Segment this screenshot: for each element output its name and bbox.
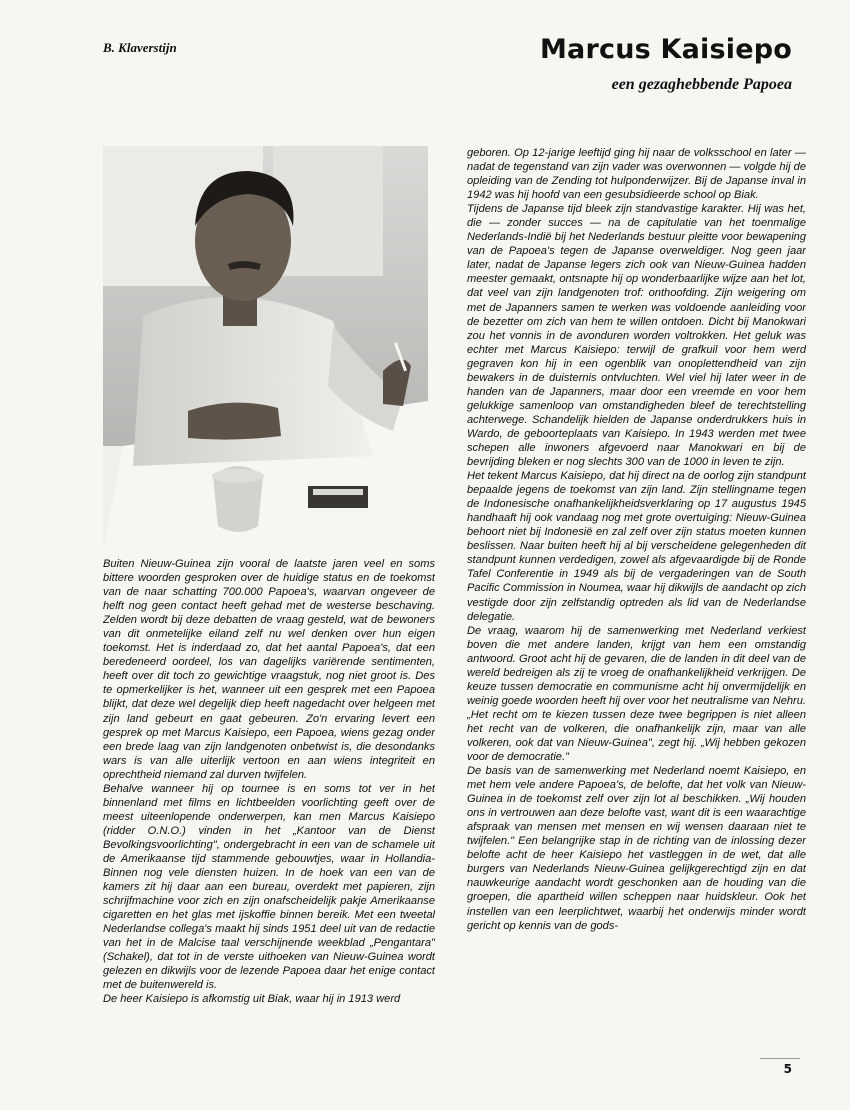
paragraph: Buiten Nieuw-Guinea zijn vooral de laatste jaren veel en soms bittere woorden gesproken over de huidige status en de toekomst van de naar schatting 700.000 Papoea's, waarvan ongeveer de helft nog geen contact heeft gehad met de westerse beschaving. Zelden wordt bij deze debatten de vraag gesteld, wat de bewoners van dit onmetelijke eiland zelf nu wel denken over hun eigen toekomst. Het is inderdaad zo, dat het aantal Papoea's, dat een beredeneerd oordeel, los van dagelijks variërende sentimenten, heeft over dit toch zo gewichtige vraagstuk, nog niet groot is. Des te opmerkelijker is het, wanneer uit een gesprek met een Papoea blijkt, dat deze wel degelijk diep heeft nagedacht over helgeen met zijn land gebeurt en gaat gebeuren. Zo'n ervaring levert een gesprek op met Marcus Kaisiepo, een Papoea, wiens gezag onder een brede laag van zijn landgenoten onbetwist is, die desondanks wars is van alle uiterlijk vertoon en aan wiens integriteit en oprechtheid niemand zal durven twijfelen. <box>103 558 435 781</box>
author-byline: B. Klaverstijn <box>103 40 177 55</box>
page-number: 5 <box>783 1062 792 1076</box>
article-title: Marcus Kaisiepo <box>539 34 792 65</box>
paragraph: Behalve wanneer hij op tournee is en soms tot ver in het binnenland met films en lichtbeelden voorlichting geeft over de meest uiteenlopende onderwerpen, kan men Marcus Kaisiepo (ridder O.N.O.) vinden in het „Kantoor van de Dienst Bevolkingsvoorlichting", ondergebracht in een van de schamele uit de Amerikaanse tijd stammende gebouwtjes, waar in Hollandia-Binnen nog vele diensten huizen. In de hoek van een van de kamers zit hij daar aan een bureau, overdekt met papieren, zijn schrijfmachine voor zich en zijn onafscheidelijk pakje Amerikaanse cigaretten en het glas met ijskoffie binnen bereik. Met een tweetal Nederlandse collega's maakt hij sinds 1951 deel uit van de redactie van het in de Malcise taal verschijnende weekblad „Pengantara" (Schakel), dat tot in de verste uithoeken van Nieuw-Guinea wordt gelezen en dikwijls voor de lezende Papoea daar het enige contact met de buitenwereld is. <box>103 782 435 992</box>
article-subtitle: een gezaghebbende Papoea <box>611 76 792 93</box>
page-rule <box>760 1058 800 1059</box>
portrait-photo <box>103 146 428 551</box>
article-column-right <box>467 146 806 1076</box>
paragraph: De heer Kaisiepo is afkomstig uit Biak, waar hij in 1913 werd <box>103 993 401 1006</box>
paragraph: De basis van de samenwerking met Nederland noemt Kaisiepo, en met hem vele andere Papoea's, de belofte, dat het volk van Nieuw-Guinea in de toekomst zelf over zijn lot al beschikken. „Wij houden ons in vertrouwen aan deze belofte vast, want dit is een waarachtige afspraak van mensen met mensen en wij wensen daaraan niet te twijfelen." Een belangrijke stap in de richting van de inlossing dezer belofte acht de heer Kaisiepo het vastleggen in de wet, dat alle burgers van Nederlands Nieuw-Guinea gelijkgerechtigd zijn en dat nauwkeurige aandacht wordt geschonken aan de houding van die groepen, die apartheid willen scheppen naar huidskleur. Ook het instellen van een leerplichtwet, waarbij het onderwijs minder wordt gericht op kennis van de gods- <box>467 765 806 932</box>
article-column-left <box>103 557 435 1077</box>
paragraph: De vraag, waarom hij de samenwerking met Nederland verkiest boven die met andere landen, krijgt van hem een omstandig antwoord. Groot acht hij de gevaren, die de landen in dit deel van de wereld bedreigen als zij te vroeg de onafhankelijkheid verkrijgen. De keuze tussen democratie en communisme acht hij onvermijdelijk en weinig goede woorden heeft hij over voor het neutralisme van Nehru. „Het recht om te kiezen tussen deze twee begrippen is niet alleen het recht van de volkeren, die onafhankelijk zijn, maar van alle volkeren, ook dat van Nieuw-Guinea", zegt hij. „Wij hebben gekozen voor de democratie." <box>467 624 806 764</box>
paragraph: geboren. Op 12-jarige leeftijd ging hij naar de volksschool en later — nadat de tegenstand van zijn vader was overwonnen — volgde hij de opleiding van de Zending tot hulponderwijzer. Bij de Japanse inval in 1942 was hij hoofd van een gesubsidieerde school op Biak. <box>467 147 806 202</box>
paragraph: Het tekent Marcus Kaisiepo, dat hij direct na de oorlog zijn standpunt bepaalde jegens de toekomst van zijn land. Zijn stellingname tegen de Indonesische onafhankelijkheidsverklaring op 17 augustus 1945 handhaaft hij ook vandaag nog met grote overtuiging: Nieuw-Guinea behoort niet bij Indonesië en zal zelf over zijn status moeten kunnen beslissen. Naar buiten heeft hij al bij verscheidene gelegenheden dit standpunt kunnen verdedigen, zowel als afgevaardigde bij de Ronde Tafel Conferentie in 1949 als bij de vergaderingen van de South Pacific Commission in Noumea, waar hij dikwijls de aandacht op zich vestigde door zijn zelfstandig optreden als lid van de Nederlandse delegatie. <box>467 470 806 623</box>
paragraph: Tijdens de Japanse tijd bleek zijn standvastige karakter. Hij was het, die — zonder succes — na de capitulatie van het toenmalige Nederlands-Indië bij het Nederlands bestuur pleitte voor bewapening van de Papoea's tegen de Japanse overweldiger. Nog geen jaar later, nadat de Japanse legers zich ook van Nieuw-Guinea hadden meester gemaakt, ontsnapte hij op wonderbaarlijke wijze aan het lot, dat veel van zijn landgenoten trof: onthoofding. Zijn weigering om met de Japanners samen te werken was voldoende aanleiding voor de bezetter om zich van hem te willen ontdoen. Dicht bij Manokwari zou het vonnis in de avonduren worden voltrokken. Het geluk was echter met Marcus Kaisiepo: terwijl de grafkuil voor hem werd gegraven kon hij in een ogenblik van onoplettendheid van zijn bewakers in de duisternis ontvluchten. Wel viel hij later weer in de handen van de Japanners, maar door een vreemde en voor hem gelukkige samenloop van omstandigheden bleef de terechtstelling achterwege. Schandelijk hielden de Japanse onderdrukkers huis in Wardo, de geboorteplaats van Kaisiepo. In 1943 werden met twee schepen alle inwoners afgevoerd naar Manokwari en bij de bevrijding bleken er nog slechts 300 van de 1000 in leven te zijn. <box>467 203 806 469</box>
